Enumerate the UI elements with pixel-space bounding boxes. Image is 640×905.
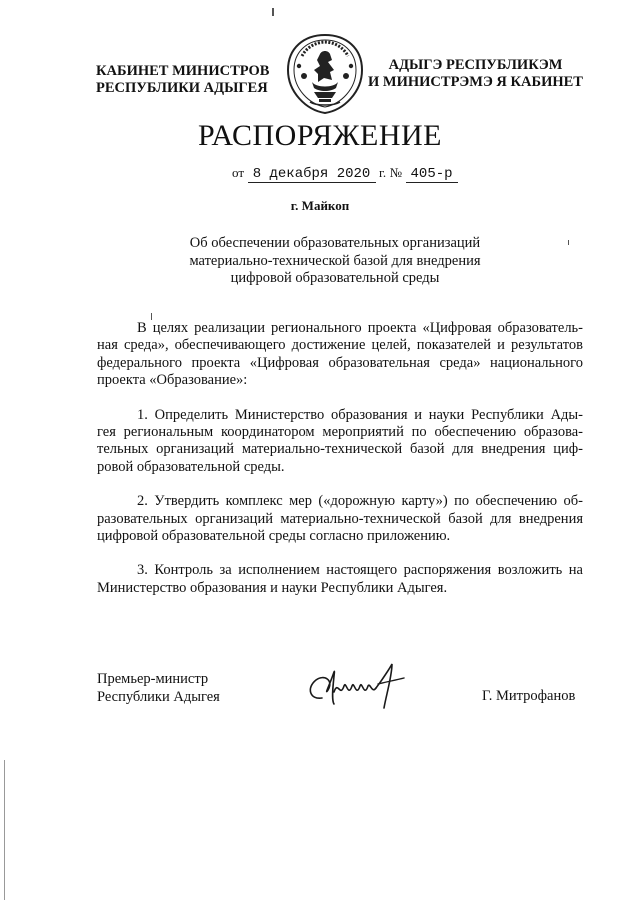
paragraph-item-2 bbox=[97, 493, 583, 545]
body-line: тельных организаций материально-технической базой для внедрения циф- bbox=[97, 441, 583, 458]
signatory-position-line: Премьер-министр bbox=[97, 671, 209, 687]
scan-mark bbox=[272, 8, 274, 16]
year-suffix: г. bbox=[379, 165, 387, 180]
body-line: разовательных организаций материально-технической базой для внедрения bbox=[97, 510, 583, 527]
header-right-line-1: АДЫГЭ РЕСПУБЛИКЭМ bbox=[388, 57, 563, 73]
header-left-line-1: КАБИНЕТ МИНИСТРОВ bbox=[96, 63, 270, 79]
handwritten-signature bbox=[300, 658, 410, 710]
paragraph-preamble bbox=[97, 320, 583, 390]
body-line: федерального проекта «Цифровая образовательная среда» национального bbox=[97, 354, 583, 371]
signatory-position bbox=[97, 670, 220, 706]
subject-line: цифровой образовательной среды bbox=[230, 270, 440, 286]
number-prefix: № bbox=[389, 165, 403, 180]
header-left-ru bbox=[96, 63, 271, 97]
body-line: 1. Определить Министерство образования и науки Республики Ады- bbox=[137, 406, 583, 423]
body-line: цифровой образовательной среды согласно приложению. bbox=[97, 528, 451, 545]
signatory-position-line: Республики Адыгея bbox=[97, 689, 220, 705]
body-line: гея региональным координатором мероприятий по обеспечению образова- bbox=[97, 424, 583, 441]
paragraph-item-1 bbox=[97, 407, 583, 477]
body-line: Министерство образования и науки Республики Адыгея. bbox=[97, 579, 448, 596]
body-line: 3. Контроль за исполнением настоящего распоряжения возложить на bbox=[137, 562, 583, 579]
body-line: 2. Утвердить комплекс мер («дорожную карту») по обеспечению об- bbox=[137, 493, 583, 510]
document-title: РАСПОРЯЖЕНИЕ bbox=[197, 119, 443, 152]
date-prefix: от bbox=[232, 165, 245, 180]
paragraph-item-3 bbox=[97, 562, 583, 597]
document-subject bbox=[170, 235, 500, 288]
body-line: проекта «Образование»: bbox=[97, 372, 248, 389]
subject-line: Об обеспечении образовательных организаций bbox=[189, 235, 481, 251]
document-date: 8 декабря 2020 bbox=[248, 167, 376, 183]
header-right-ady bbox=[368, 57, 583, 91]
header-right-line-2: И МИНИСТРЭМЭ Я КАБИНЕТ bbox=[368, 74, 583, 90]
date-number-line bbox=[232, 165, 458, 185]
document-number: 405-р bbox=[406, 167, 458, 183]
scan-mark bbox=[568, 240, 569, 245]
signatory-name: Г. Митрофанов bbox=[482, 688, 576, 704]
subject-line: материально-технической базой для внедрения bbox=[189, 252, 481, 269]
scan-mark bbox=[4, 760, 5, 900]
document-body bbox=[97, 320, 583, 597]
scan-mark bbox=[151, 313, 152, 320]
body-line: ровой образовательной среды. bbox=[97, 458, 285, 475]
body-line: В целях реализации регионального проекта «Цифровая образователь- bbox=[137, 320, 583, 336]
header-left-line-2: РЕСПУБЛИКИ АДЫГЕЯ bbox=[96, 80, 268, 96]
coat-of-arms-icon bbox=[284, 32, 366, 116]
body-line: ная среда», обеспечивающего достижение целей, показателей и результатов bbox=[97, 337, 583, 354]
city-label: г. Майкоп bbox=[290, 198, 350, 213]
